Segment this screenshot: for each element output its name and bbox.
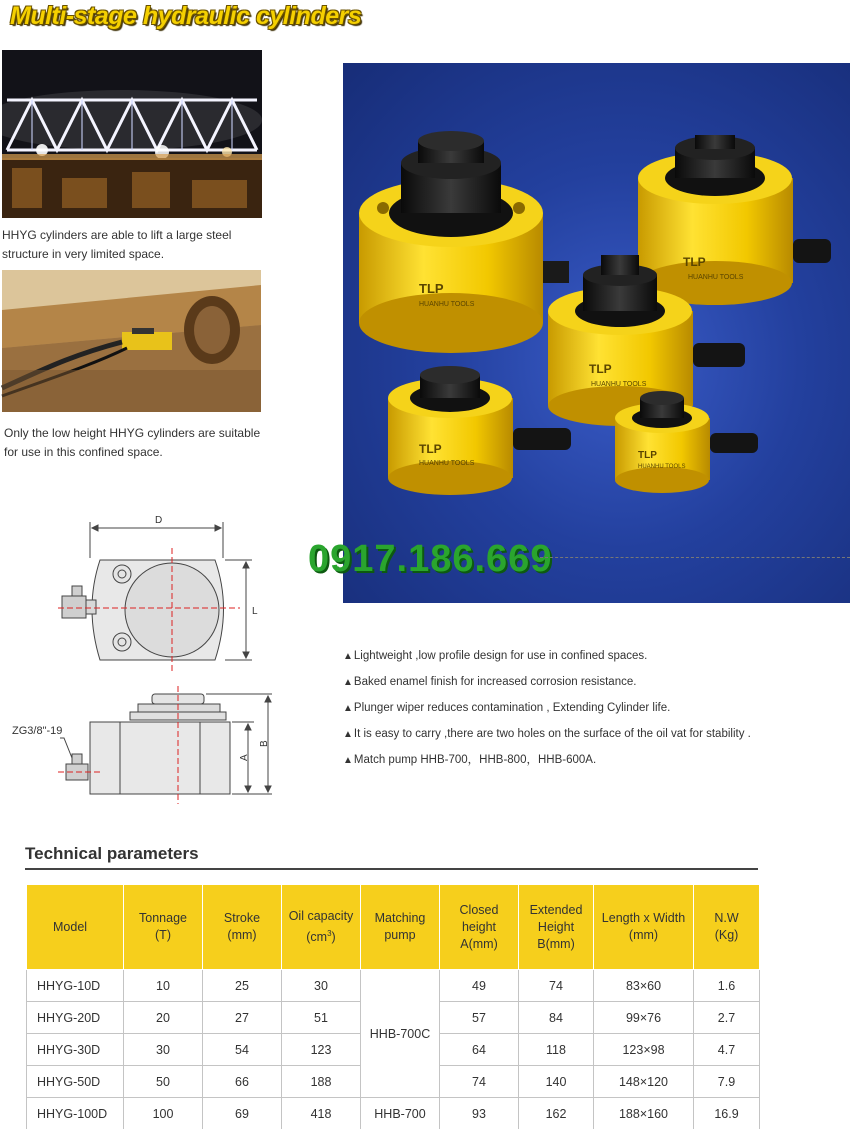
cell-extended: 118 [519,1034,594,1066]
cell-closed: 64 [440,1034,519,1066]
dashed-divider [540,557,850,558]
cell-stroke: 25 [203,970,282,1002]
feature-list [343,648,843,778]
cell-weight: 16.9 [694,1098,760,1129]
header-closed-height: Closed height A(mm) [440,885,519,970]
svg-text:HUANHU TOOLS: HUANHU TOOLS [688,274,744,281]
cell-weight: 7.9 [694,1066,760,1098]
cell-length-width: 83×60 [594,970,694,1002]
cell-length-width: 123×98 [594,1034,694,1066]
svg-text:HUANHU TOOLS: HUANHU TOOLS [591,381,647,388]
cell-length-width: 188×160 [594,1098,694,1129]
table-row [27,970,760,1002]
cell-closed: 49 [440,970,519,1002]
header-extended-height: Extended Height B(mm) [519,885,594,970]
tech-params-table [26,884,760,1129]
cell-model: HHYG-10D [27,970,124,1002]
svg-text:A: A [239,754,250,761]
header-net-weight: N.W (Kg) [694,885,760,970]
triangle-bullet-icon: ▲ [343,677,353,688]
svg-text:TLP: TLP [683,255,706,269]
cell-stroke: 69 [203,1098,282,1129]
svg-text:HUANHU TOOLS: HUANHU TOOLS [419,301,475,308]
svg-text:TLP: TLP [419,281,444,296]
cell-model: HHYG-20D [27,1002,124,1034]
confined-space-caption: Only the low height HHYG cylinders are suitable for use in this confined space. [4,424,264,462]
svg-text:HUANHU TOOLS: HUANHU TOOLS [638,464,685,470]
header-length-width: Length x Width (mm) [594,885,694,970]
cell-weight: 1.6 [694,970,760,1002]
cell-oil: 30 [282,970,361,1002]
cell-weight: 2.7 [694,1002,760,1034]
phone-watermark: 0917.186.669 [308,538,552,581]
cell-extended: 162 [519,1098,594,1129]
cell-oil: 123 [282,1034,361,1066]
feature-item: ▲It is easy to carry ,there are two holes on the surface of the oil vat for stability . [343,726,843,752]
triangle-bullet-icon: ▲ [343,729,353,740]
cell-length-width: 148×120 [594,1066,694,1098]
cell-closed: 57 [440,1002,519,1034]
cell-extended: 74 [519,970,594,1002]
cylinder-50d [638,135,831,305]
confined-space-illustration [2,270,261,412]
bridge-caption: HHYG cylinders are able to lift a large steel structure in very limited space. [2,226,266,264]
cell-stroke: 66 [203,1066,282,1098]
confined-space-photo [2,270,261,412]
table-row [27,1098,760,1129]
cell-pump-group: HHB-700C [361,970,440,1098]
cell-oil: 418 [282,1098,361,1129]
bridge-illustration [2,50,262,218]
cell-model: HHYG-100D [27,1098,124,1129]
header-matching-pump: Matching pump [361,885,440,970]
triangle-bullet-icon: ▲ [343,651,353,662]
cell-pump: HHB-700 [361,1098,440,1129]
bridge-photo [2,50,262,218]
tech-params-title: Technical parameters [25,844,199,864]
cell-extended: 140 [519,1066,594,1098]
cell-stroke: 54 [203,1034,282,1066]
svg-text:TLP: TLP [638,450,657,461]
cell-closed: 74 [440,1066,519,1098]
feature-item: ▲Plunger wiper reduces contamination , Extending Cylinder life. [343,700,843,726]
svg-text:D: D [155,515,162,526]
cell-weight: 4.7 [694,1034,760,1066]
header-model: Model [27,885,124,970]
header-stroke: Stroke (mm) [203,885,282,970]
svg-text:B: B [259,740,270,747]
svg-text:TLP: TLP [589,362,612,376]
cell-stroke: 27 [203,1002,282,1034]
cell-tonnage: 10 [124,970,203,1002]
header-tonnage: Tonnage (T) [124,885,203,970]
cell-tonnage: 100 [124,1098,203,1129]
product-photo [343,63,850,603]
cylinder-10d [615,391,758,493]
cell-extended: 84 [519,1002,594,1034]
cell-oil: 51 [282,1002,361,1034]
cell-model: HHYG-30D [27,1034,124,1066]
svg-text:L: L [252,606,258,617]
cell-tonnage: 20 [124,1002,203,1034]
svg-text:TLP: TLP [419,442,442,456]
technical-drawing [40,508,300,808]
cell-oil: 188 [282,1066,361,1098]
cell-model: HHYG-50D [27,1066,124,1098]
page-title: Multi-stage hydraulic cylinders [10,2,361,31]
feature-item: ▲Match pump HHB-700，HHB-800，HHB-600A. [343,752,843,778]
cell-tonnage: 30 [124,1034,203,1066]
feature-item: ▲Lightweight ,low profile design for use in confined spaces. [343,648,843,674]
feature-item: ▲Baked enamel finish for increased corrosion resistance. [343,674,843,700]
cylinder-20d [388,366,571,495]
triangle-bullet-icon: ▲ [343,703,353,714]
cell-tonnage: 50 [124,1066,203,1098]
header-oil-capacity: Oil capacity $(cm^3)$ [282,885,361,970]
svg-text:ZG3/8"-19: ZG3/8"-19 [12,725,62,737]
svg-text:HUANHU TOOLS: HUANHU TOOLS [419,460,475,467]
cylinders-illustration [343,63,850,603]
table-header-row [27,885,760,970]
tech-params-rule [25,868,758,870]
cell-closed: 93 [440,1098,519,1129]
cell-length-width: 99×76 [594,1002,694,1034]
cylinder-100d [359,131,569,353]
triangle-bullet-icon: ▲ [343,755,353,766]
